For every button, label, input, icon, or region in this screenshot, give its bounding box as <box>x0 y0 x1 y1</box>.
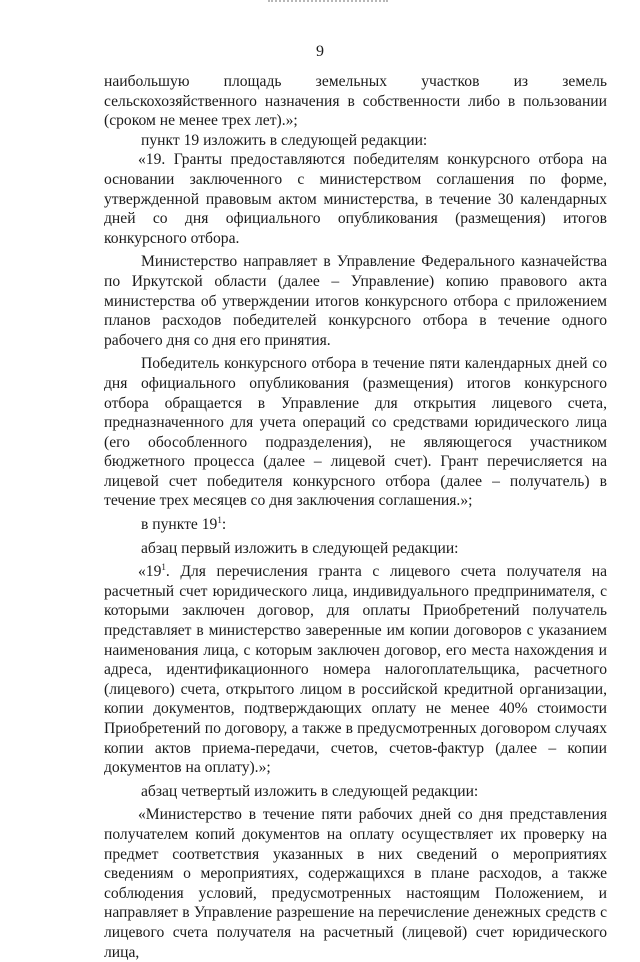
paragraph-fourth-abzac-text: «Министерство в течение пяти рабочих дней со дня представления получателем копий документов на оплату осуществляет их проверку на предмет соответствия указанных в них сведений о мероприятиях сведениям о мероприятиях, содержащихся в плане расходов, а также соблюдения условий, предусмотренных настоящим Положением, и направляет в Управление разрешение на перечисление денежных средств с лицевого счета получателя на расчетный (лицевой) счет юридического лица, <box>104 806 607 961</box>
point-19-1-prefix: в пункте 19 <box>141 516 218 534</box>
superscript-1: 1 <box>161 562 166 573</box>
point-19-1-body: . Для перечисления гранта с лицевого счета получателя на расчетный счет юридического лица, индивидуального предпринимателя, с которыми заключен договор, для оплаты Приобретений получатель представляет в министерство заверенные им копии договоров с указанием наименования лица, с которым заключен договор, его места нахождения и адреса, идентификационного номера налогоплательщика, расчетного (лицевого) счета, открытого лицом в российской кредитной организации, копии документов, подтверждающих оплату не менее 40% стоимости Приобретений по договору, а также в предусмотренных договором случаях копии актов приема-передачи, счетов, счетов-фактур (далее – копии документов на оплату).»; <box>104 563 607 777</box>
paragraph-continuation: наибольшую площадь земельных участков из земель сельскохозяйственного назначения в собственности либо в пользовании (сроком не менее трех лет).»; <box>104 73 607 130</box>
paragraph-point-19-1-text <box>104 562 607 778</box>
superscript-1: 1 <box>217 515 222 526</box>
document-body <box>104 72 607 962</box>
paragraph-winner-account: Победитель конкурсного отбора в течение пяти календарных дней со дня официального опубликования (размещения) итогов конкурсного отбора обращается в Управление для открытия лицевого счета, предназначенного для учета операций со средствами юридического лица (его обособленного подразделения), не являющегося участником бюджетного процесса (далее – лицевой счет). Грант перечисляется на лицевой счет победителя конкурсного отбора (далее – получатель) в течение трех месяцев со дня заключения соглашения.»; <box>104 355 607 510</box>
paragraph-first-abzac-intro: абзац первый изложить в следующей редакции: <box>141 539 459 557</box>
scan-top-artifact <box>268 0 388 8</box>
page-number: 9 <box>316 43 324 60</box>
paragraph-point-19-intro: пункт 19 изложить в следующей редакции: <box>141 131 428 149</box>
paragraph-point-19-text: «19. Гранты предоставляются победителям конкурсного отбора на основании заключенного с министерством соглашения по форме, утвержденной правовым актом министерства, в течение 30 календарных дней со дня официального опубликования (размещения) итогов конкурсного отбора. <box>104 151 607 247</box>
paragraph-point-19-1-intro <box>104 515 607 535</box>
paragraph-ministry-sends: Министерство направляет в Управление Федерального казначейства по Иркутской области (далее – Управление) копию правового акта министерства об утверждении итогов конкурсного отбора с приложением планов расходов победителей конкурсного отбора в течение одного рабочего дня со дня его принятия. <box>104 253 607 349</box>
point-19-1-suffix: : <box>221 516 227 534</box>
paragraph-fourth-abzac-intro: абзац четвертый изложить в следующей редакции: <box>141 782 479 800</box>
point-19-1-number: «19 <box>138 563 162 581</box>
